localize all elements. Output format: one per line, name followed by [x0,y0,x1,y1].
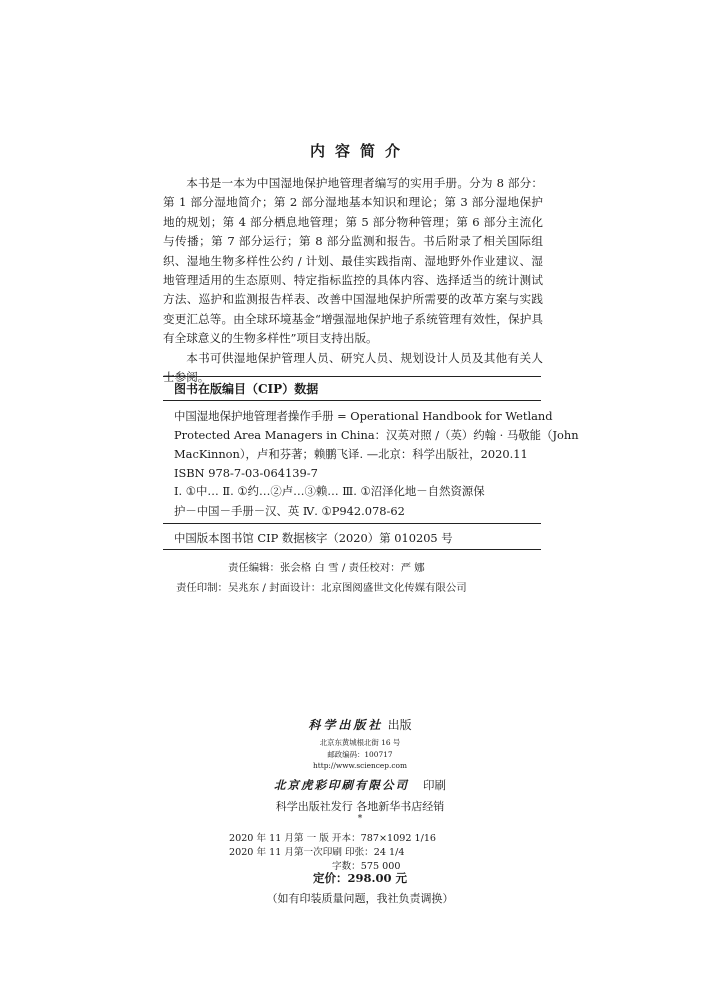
summary-line: 巡护和监测报告样表、改善中国湿地保护所需要的改革方案与实践变更汇 [163,292,543,326]
separator-star: * [357,814,363,824]
printer-suffix: 印刷 [423,778,446,792]
cip-record-line: ISBN 978-7-03-064139-7 [174,466,318,480]
printing-run-line: 2020 年 11 月第一次印刷 印张：24 1/4 [229,847,405,858]
publisher-name: 科学出版社 [308,718,384,732]
summary-paragraph-1 [163,174,543,349]
cip-record-line: MacKinnon），卢和芬著；赖鹏飞译. —北京：科学出版社，2020.11 [174,447,528,461]
summary-line: 士参阅。 [163,370,210,385]
publisher-address: 北京东黄城根北街 16 号 [319,738,401,747]
summary-line: 地生物多样性公约 / 计划、最佳实践指南、湿地野外作业建议、湿地管理 [163,253,543,288]
cip-record [174,407,579,483]
cip-heading-rule [163,400,541,401]
publisher-suffix: 出版 [387,718,412,732]
editor-line: 责任编辑：张会格 白 雪 / 责任校对：严 娜 [228,562,425,574]
cip-number-rule [163,523,541,524]
summary-line: 第 1 部分湿地简介；第 2 部分湿地基本知识和理论；第 3 部分湿地保护地 [163,195,543,229]
summary-title: 内容简介 [309,142,410,160]
distribution-line: 科学出版社发行 各地新华书店经销 [275,800,445,813]
summary-text [163,174,543,387]
cip-record-line: 中国湿地保护地管理者操作手册 = Operational Handbook for Wetland [174,409,553,423]
cip-class-line: 护－中国－手册－汉、英 Ⅳ. ①P942.078-62 [174,503,405,518]
cip-top-rule [163,376,541,377]
summary-line: 适用的生态原则、特定指标监控的具体内容、选择适当的统计测试方法、 [163,273,543,307]
cip-classification [174,482,544,521]
publisher-website: http://www.sciencep.com [313,761,407,770]
printer-name: 北京虎彩印刷有限公司 [274,778,409,792]
summary-line: 本书可供湿地保护管理人员、研究人员、规划设计人员及其他有关人 [186,350,543,365]
price: 定价：298.00 元 [312,871,407,885]
publisher-line [0,716,720,733]
summary-line: 本书是一本为中国湿地保护地管理者编写的实用手册。分为 8 部分： [186,176,543,190]
word-count: 字数：575 000 [332,861,401,872]
publisher-postcode: 邮政编码：100717 [327,750,393,759]
cip-bottom-rule [163,549,541,550]
summary-line: 播；第 7 部分运行；第 8 部分监测和报告。书后附录了相关国际组织、湿 [163,234,543,268]
cip-heading: 图书在版编目（CIP）数据 [174,382,319,396]
summary-line: 总等。由全球环境基金“增强湿地保护地子系统管理有效性，保护具有全 [163,311,543,346]
quality-notice: （如有印装质量问题，我社负责调换） [266,892,454,905]
cip-number: 中国版本图书馆 CIP 数据核字（2020）第 010205 号 [174,531,453,545]
printer-line [0,777,720,793]
summary-line: 的规划；第 4 部分栖息地管理；第 5 部分物种管理；第 6 部分主流化与传 [163,214,543,249]
cip-class-line: Ⅰ. ①中… Ⅱ. ①约…②卢…③赖… Ⅲ. ①沼泽化地－自然资源保 [174,484,485,498]
summary-line: 球意义的生物多样性”项目支持出版。 [186,331,378,346]
printing-line: 责任印制：吴兆东 / 封面设计：北京图阅盛世文化传媒有限公司 [176,582,467,594]
cip-record-line: Protected Area Managers in China：汉英对照 /（英）约翰 · 马敬能（John [174,428,579,442]
edition-line: 2020 年 11 月第 一 版 开本：787×1092 1/16 [229,833,437,844]
